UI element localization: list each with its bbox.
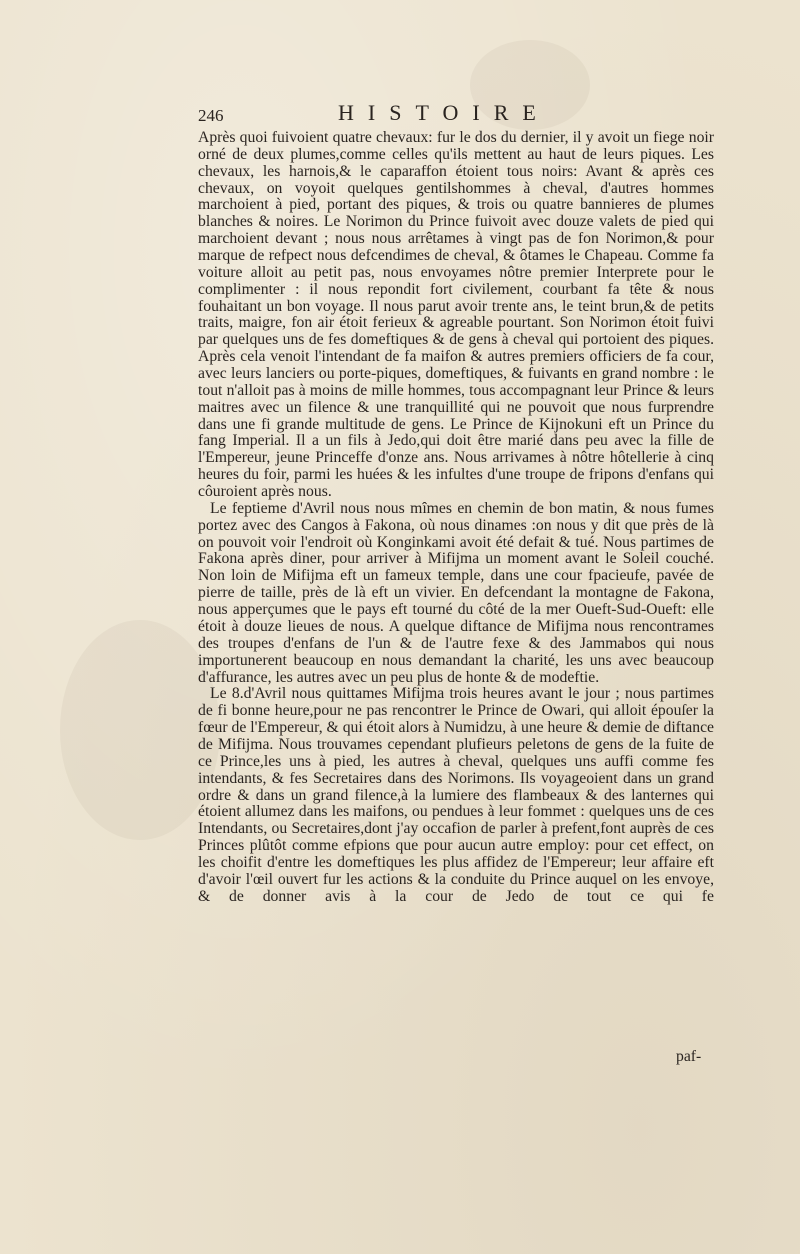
running-title: HISTOIRE [338,100,550,125]
page-header [198,100,714,130]
paper-stain [60,620,220,840]
paragraph: Le feptieme d'Avril nous nous mîmes en chemin de bon matin, & nous fumes portez avec des Cangos à Fakona, où nous dinames :on nous y dit que près de là on pouvoit voir l'endroit où Konginkami avoit été defait & tué. Nous partimes de Fakona après diner, pour arriver à Mifijma un moment avant le Soleil couché. Non loin de Mifijma eft un fameux temple, dans une cour fpacieufe, pavée de pierre de taille, près de là eft un vivier. En defcendant la montagne de Fakona, nous apperçumes que le pays eft tourné du côté de la mer Oueft-Sud-Oueft: elle étoit à douze lieues de nous. A quelque diftance de Mifijma nous rencontrames des troupes d'enfans de l'un & de l'autre fexe & des Jammabos qui nous importunerent beaucoup en nous demandant la charité, les uns avec beaucoup d'affurance, les autres avec un peu plus de honte & de modeftie. [198,499,714,686]
paragraph: Après quoi fuivoient quatre chevaux: fur le dos du dernier, il y avoit un fiege noir orné de deux plumes,comme celles qu'ils mettent au haut de leurs piques. Les chevaux, les harnois,& le caparaffon étoient tous noirs: Avant & après ces chevaux, on voyoit quelques gentilshommes à cheval, d'autres hommes marchoient à pied, portant des piques, & trois ou quatre bannieres de plumes blanches & noires. Le Norimon du Prince fuivoit avec douze valets de pied qui marchoient devant ; nous nous arrêtames à vingt pas de fon Norimon,& pour marque de refpect nous defcendimes de cheval, & ôtames le Chapeau. Comme fa voiture alloit au petit pas, nous envoyames nôtre premier Interprete pour le complimenter : il nous repondit fort civilement, courbant fa tête & nous fouhaitant un bon voyage. Il nous parut avoir trente ans, le teint brun,& de petits traits, maigre, fon air étoit ferieux & agreable pourtant. Son Norimon étoit fuivi par quelques uns de fes domeftiques & de gens à cheval qui portoient des piques. Après cela venoit l'intendant de fa maifon & autres premiers officiers de fa cour, avec leurs lanciers ou porte-piques, domeftiques, & fuivants en grand nombre : le tout n'alloit pas à moins de mille hommes, tous accompagnant leur Prince & leurs maitres avec un filence & une tranquillité qui ne pouvoit que nous furprendre dans une fi grande multitude de gens. Le Prince de Kijnokuni eft un Prince du fang Imperial. Il a un fils à Jedo,qui doit être marié dans peu avec la fille de l'Empereur, jeune Princeffe d'onze ans. Nous arrivames à nôtre hôtellerie à cinq heures du foir, parmi les huées & les infultes d'une troupe de fripons d'enfans qui côuroient après nous. [198,129,714,501]
page-number: 246 [198,106,224,125]
paragraph: Le 8.d'Avril nous quittames Mifijma trois heures avant le jour ; nous partimes de fi bonne heure,pour ne pas rencontrer le Prince de Owari, qui alloit épouſer la fœur de l'Empereur, & qui étoit alors à Numidzu, à une heure & demie de diftance de Mifijma. Nous trouvames cependant plufieurs peletons de gens de la fuite de ce Prince,les uns à pied, les autres à cheval, quelques uns auffi comme fes intendants, & fes Secretaires dans des Norimons. Ils voyageoient dans un grand ordre & dans un grand filence,à la lumiere des flambeaux & des lanternes qui étoient allumez dans les maifons, ou pendues à leur fommet : quelques uns de ces Intendants, ou Secretaires,dont j'ay occafion de parler à prefent,font auprès de ces Princes plûtôt comme efpions que pour aucun autre employ: pour cet effect, on les choifit d'entre les domeftiques les plus affidez de l'Empereur; leur affaire eft d'avoir l'œil ouvert fur les actions & la conduite du Prince auquel on les envoye, & de donner avis à la cour de Jedo de tout ce qui fe [198,685,714,905]
catchword: paf- [676,1048,702,1065]
body-text [198,130,714,906]
